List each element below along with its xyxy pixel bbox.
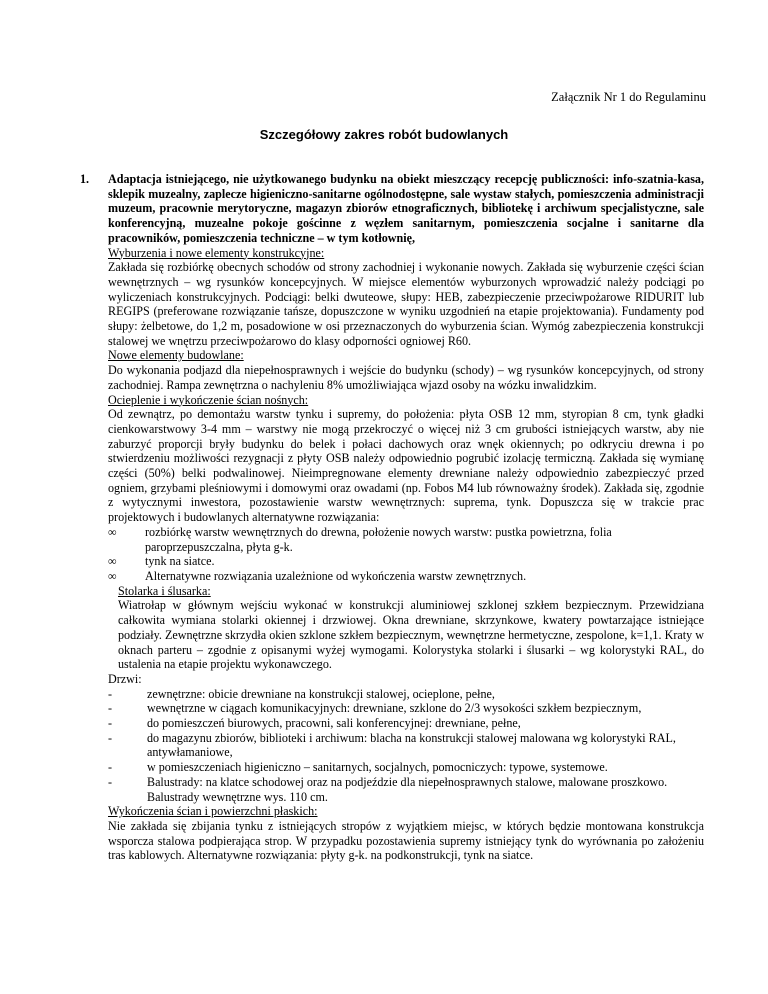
- subheading-new-elements: Nowe elementy budowlane:: [108, 348, 244, 363]
- dash-text: zewnętrzne: obicie drewniane na konstrukcji stalowej, ocieplone, pełne,: [147, 686, 495, 701]
- dash-item: [108, 687, 704, 702]
- document-body: [80, 172, 704, 863]
- bullet-text: rozbiórkę warstw wewnętrznych do drewna, położenie nowych warstw: pustka powietrzna, folia paroprzepuszczalna, płyta g-k.: [145, 524, 612, 554]
- bullet-text: Alternatywne rozwiązania uzależnione od wykończenia warstw zewnętrznych.: [145, 568, 527, 583]
- paragraph-new-elements: Do wykonania podjazd dla niepełnosprawnych i wejście do budynku (schody) – wg rysunków koncepcyjnych, od strony zachodniej. Rampa zewnętrzna o nachyleniu 8% umożliwiająca wjazd osoby na wózku inwalidzkim.: [108, 363, 704, 392]
- dash-item: [108, 701, 704, 716]
- page-title: Szczegółowy zakres robót budowlanych: [259, 127, 509, 142]
- section-number: 1.: [80, 172, 90, 186]
- bullet-symbol: ∞: [108, 524, 117, 539]
- subheading-demolition: Wyburzenia i nowe elementy konstrukcyjne:: [108, 245, 325, 260]
- bullet-item: [108, 554, 704, 569]
- dash-text: do magazynu zbiorów, biblioteki i archiwum: blacha na konstrukcji stalowej malowana wg kolorystyki RAL, antywłamaniowe,: [147, 730, 676, 760]
- bullet-item: [108, 525, 704, 554]
- dash-symbol: -: [108, 701, 113, 716]
- paragraph-demolition: Zakłada się rozbiórkę obecnych schodów od strony zachodniej i wykonanie nowych. Zakłada się wyburzenie części ścian wewnętrznych – wg rysunków koncepcyjnych. W miejsce elementów wyburzonych wprowadzić należy podciągi po wyliczeniach konstrukcyjnych. Podciągi: belki dwuteowe, słupy: HEB, zabezpieczenie przeciwpożarowe RIDURIT lub REGIPS (preferowane rozwiązanie tańsze, dopuszczone w wyniku uzgodnień na etapie projektowania). Fundamenty pod słupy: żelbetowe, do 1,2 m, posadowione w osi przeznaczonych do wyburzenia ścian. Wymóg zabezpieczenia konstrukcji stalowej we wnętrzu przeciwpożarowo do klasy odporności ogniowej R60.: [108, 260, 704, 348]
- subheading-doors: Drzwi:: [108, 671, 142, 686]
- section-heading: Adaptacja istniejącego, nie użytkowanego budynku na obiekt mieszczący recepcję publiczności: info-szatnia-kasa, sklepik muzealny, zaplecze higieniczno-sanitarne ogólnodostępne, sale wystaw stałych, pomieszczenia administracji muzeum, pracownie merytoryczne, magazyn zbiorów etnograficznych, bibliotekę i archiwum specjalistyczne, sale konferencyjną, muzealne pokoje gościnne z węzłem sanitarnym, pomieszczenia socjalne i sanitarne dla pracowników, pomieszczenia techniczne – w tym kotłownię,: [108, 172, 704, 245]
- bullet-symbol: ∞: [108, 554, 117, 569]
- subheading-joinery: Stolarka i ślusarka:: [118, 583, 211, 598]
- dash-item: [108, 760, 704, 775]
- dash-item: [108, 775, 704, 804]
- annex-label: Załącznik Nr 1 do Regulaminu: [551, 90, 706, 104]
- dash-text: w pomieszczeniach higieniczno – sanitarnych, socjalnych, pomocniczych: typowe, systemowe.: [147, 760, 608, 775]
- dash-symbol: -: [108, 760, 113, 775]
- dash-text: wewnętrzne w ciągach komunikacyjnych: drewniane, szklone do 2/3 wysokości szkłem bezpiecznym,: [147, 701, 642, 716]
- paragraph-insulation: Od zewnątrz, po demontażu warstw tynku i supremy, do położenia: płyta OSB 12 mm, styropian 8 cm, tynk gładki cienkowarstwowy 3-4 mm – warstwy nie mogą przekroczyć o więcej niż 3 cm grubości istniejących warstw, aby nie zaburzyć proporcji bryły budynku do belek i połaci dachowych oraz wnęk okiennych; po odkryciu drewna i po stwierdzeniu możliwości rezygnacji z płyty OSB należy odpowiednio pogrubić izolację termiczną. Zakłada się wymianę części (50%) belki podwalinowej. Nieimpregnowane elementy drewniane należy odpowiednio zabezpieczyć przed ogniem, grzybami pleśniowymi i domowymi oraz owadami (np. Fobos M4 lub równoważny środek). Zakłada się, zgodnie z wytycznymi inwestora, pozostawienie warstw wewnętrznych: suprema, tynk. Dopuszcza się w trakcie prac projektowych i budowlanych alternatywne rozwiązania:: [108, 407, 704, 525]
- bullet-text: tynk na siatce.: [145, 554, 215, 569]
- dash-text: do pomieszczeń biurowych, pracowni, sali konferencyjnej: drewniane, pełne,: [147, 716, 521, 731]
- section-item: [80, 172, 704, 863]
- dash-text: Balustrady: na klatce schodowej oraz na podjeździe dla niepełnosprawnych stalowe, malowane proszkowo. Balustrady wewnętrzne wys. 110 cm.: [147, 774, 668, 804]
- dash-item: [108, 716, 704, 731]
- paragraph-joinery: Wiatrołap w głównym wejściu wykonać w konstrukcji aluminiowej szklonej szkłem bezpiecznym. Przewidziana całkowita wymiana stolarki okiennej i drzwiowej. Okna drewniane, skrzynkowe, kwatery powtarzające istniejące podziały. Zewnętrzne skrzydła okien szklone szkłem bezpiecznym, wewnętrzne hermetyczne, zespolone, k=1,1. Kraty w oknach parteru – zgodnie z opisanymi wyżej wymogami. Kolorystyka stolarki i ślusarki – wg kolorystyki RAL, do ustalenia na etapie projektu wykonawczego.: [118, 598, 704, 672]
- subheading-insulation: Ocieplenie i wykończenie ścian nośnych:: [108, 392, 309, 407]
- bullet-symbol: ∞: [108, 568, 117, 583]
- dash-symbol: -: [108, 730, 113, 745]
- dash-item: [108, 731, 704, 760]
- dash-symbol: -: [108, 774, 113, 789]
- subheading-finishes: Wykończenia ścian i powierzchni płaskich:: [108, 804, 318, 819]
- dash-symbol: -: [108, 686, 113, 701]
- bullet-item: [108, 569, 704, 584]
- paragraph-finishes: Nie zakłada się zbijania tynku z istniejących stropów z wyjątkiem miejsc, w których będzie montowana konstrukcja wsporcza stalowa podpierająca strop. W przypadku pozostawienia supremy istniejący tynk do wyrównania po założeniu tras kablowych. Alternatywne rozwiązania: płyty g-k. na podkonstrukcji, tynk na siatce.: [108, 818, 704, 863]
- dash-symbol: -: [108, 716, 113, 731]
